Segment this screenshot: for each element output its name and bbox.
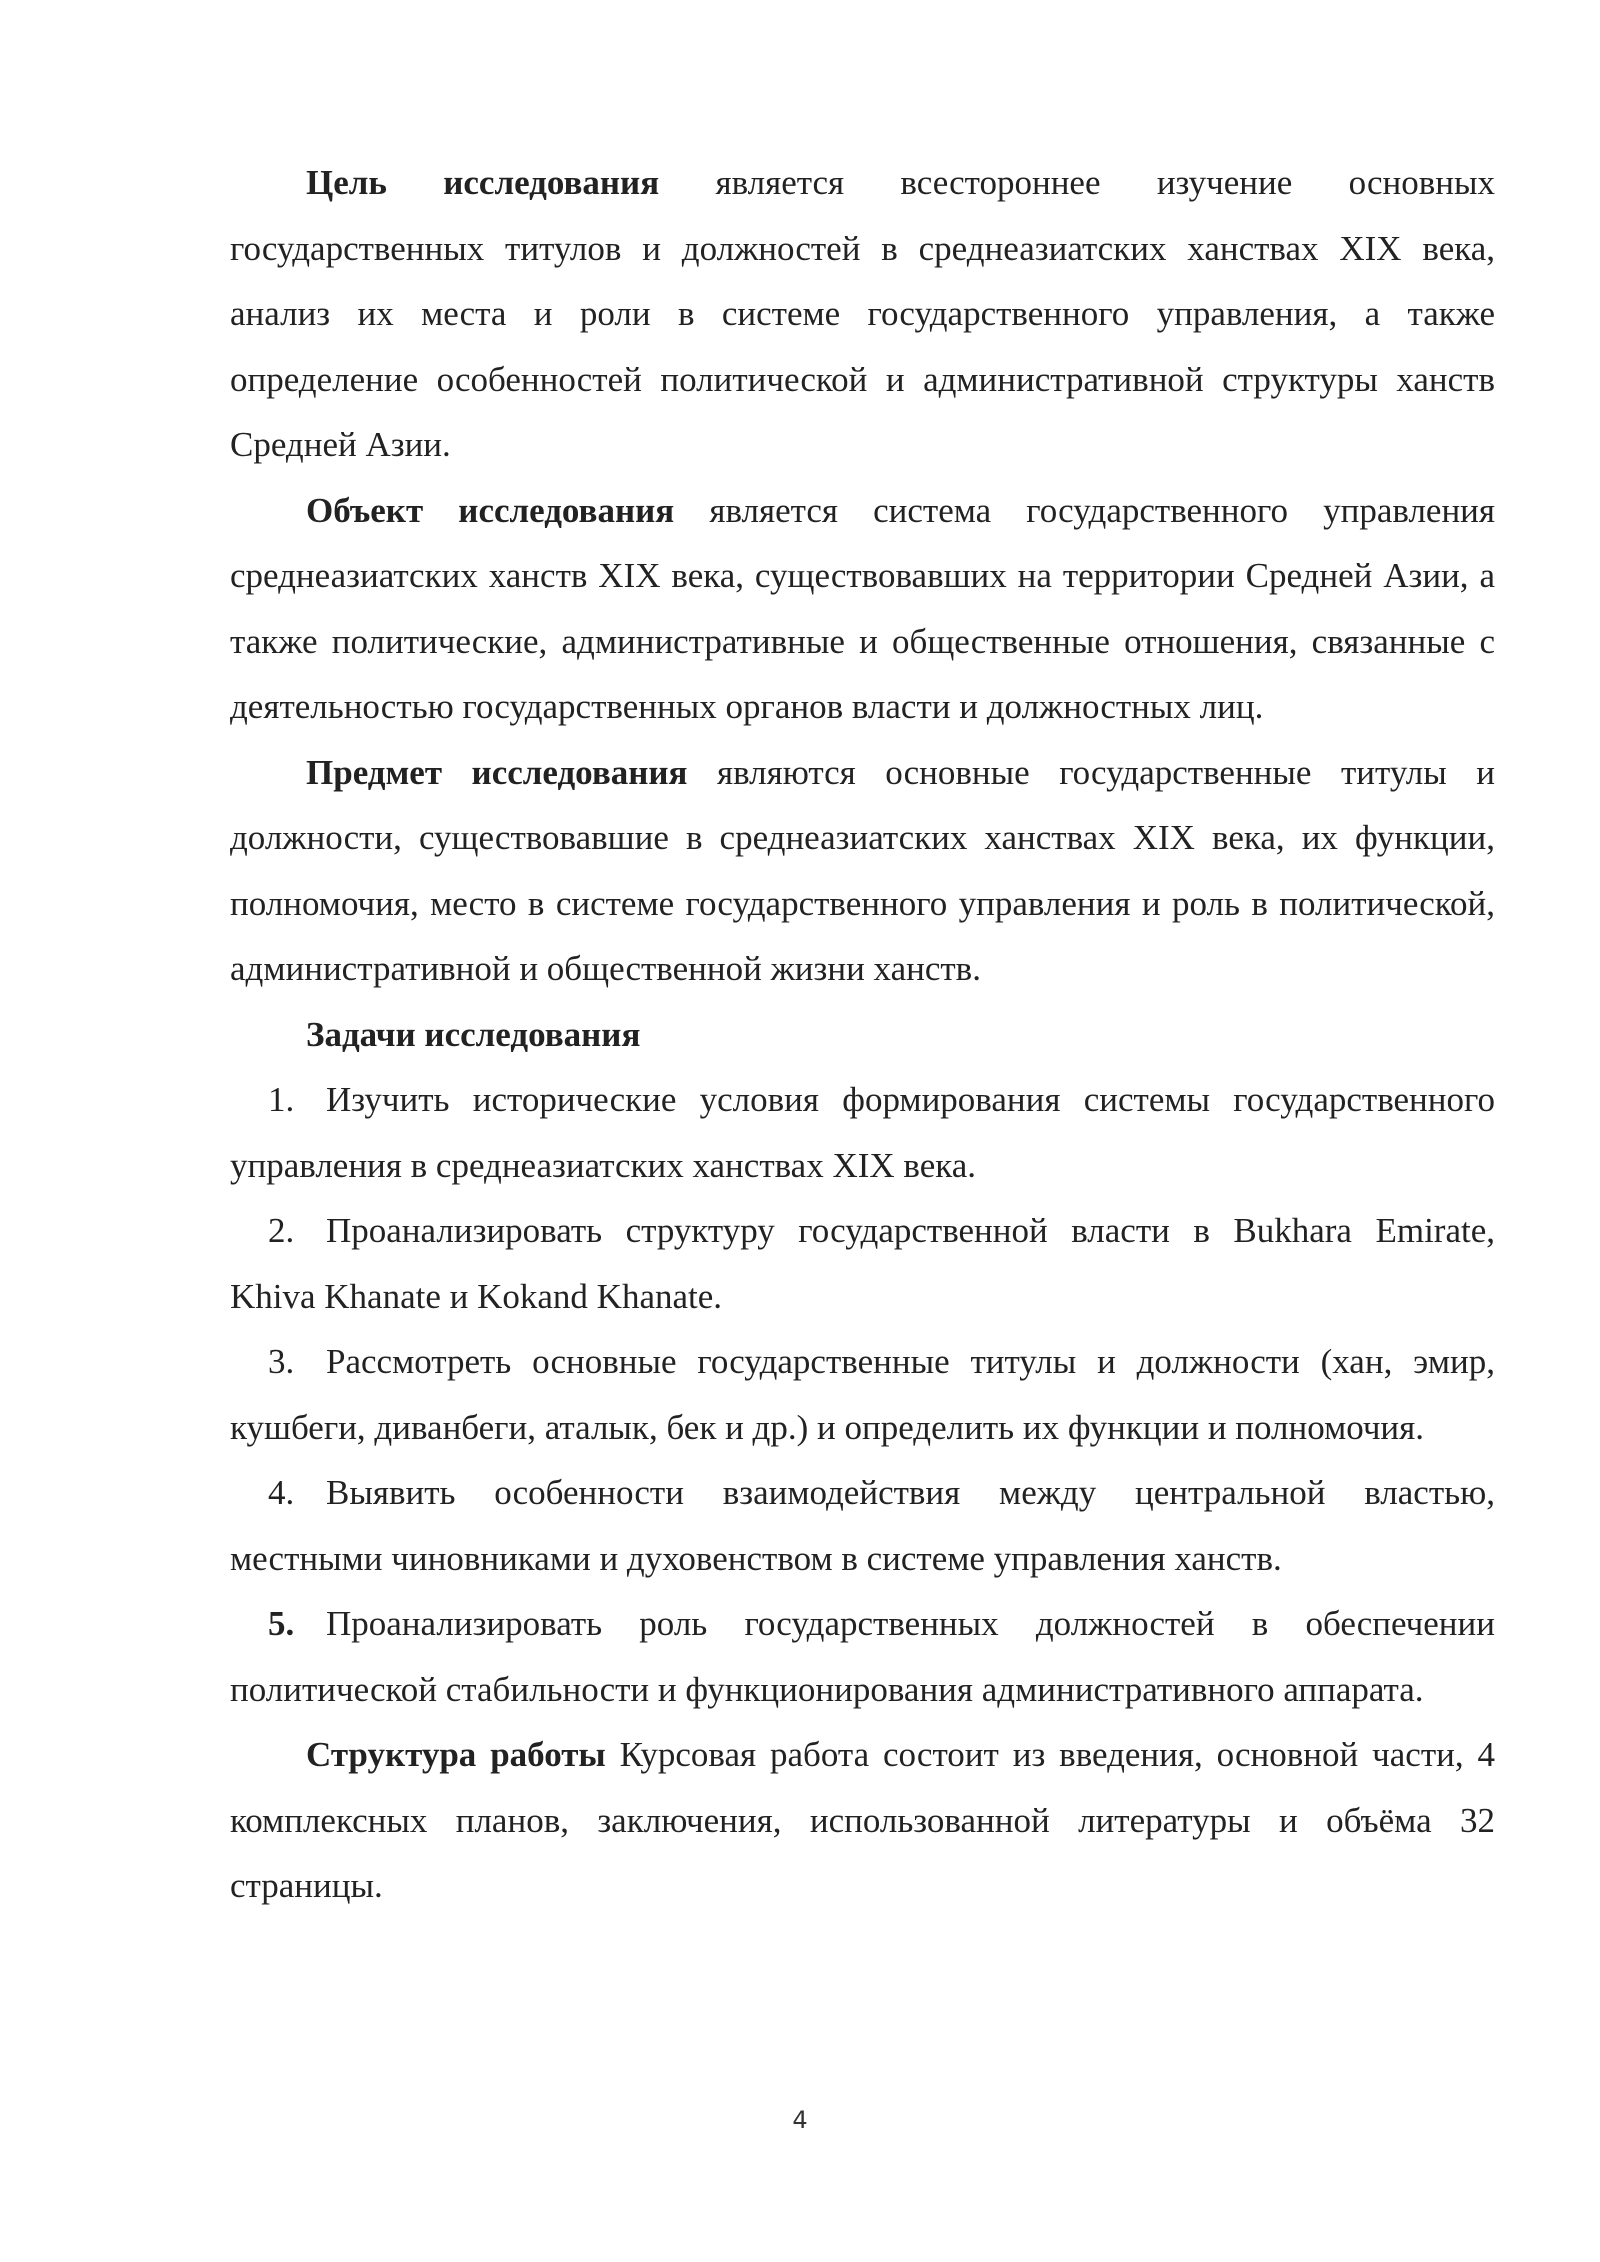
task-number: 1. (268, 1080, 295, 1119)
task-number: 2. (268, 1211, 295, 1250)
task-text: Изучить исторические условия формирования системы государственного управления в среднеазиатских ханствах XIX века. (230, 1080, 1495, 1185)
task-number: 5. (268, 1604, 295, 1643)
object-paragraph (230, 478, 1495, 740)
structure-label: Структура работы (306, 1735, 606, 1774)
object-text: является система государственного управления среднеазиатских ханств XIX века, существовавших на территории Средней Азии, а также политические, административные и общественные отношения, связанные с деятельностью государственных органов власти и должностных лиц. (230, 490, 1496, 726)
task-number: 4. (268, 1473, 295, 1512)
structure-text: Курсовая работа состоит из введения, основной части, 4 комплексных планов, заключения, использованной литературы и объёма 32 страницы. (230, 1735, 1495, 1905)
task-item-4 (230, 1460, 1495, 1591)
task-text: Проанализировать роль государственных должностей в обеспечении политической стабильности и функционирования административного аппарата. (230, 1604, 1495, 1709)
goal-text: является всестороннее изучение основных государственных титулов и должностей в среднеазиатских ханствах XIX века, анализ их места и роли в системе государственного управления, а также определение особенностей политической и административной структуры ханств Средней Азии. (230, 163, 1495, 464)
task-item-3 (230, 1329, 1495, 1460)
task-item-1 (230, 1067, 1495, 1198)
subject-paragraph (230, 740, 1495, 1002)
task-item-2 (230, 1198, 1495, 1329)
subject-text: являются основные государственные титулы и должности, существовавшие в среднеазиатских ханствах XIX века, их функции, полномочия, место в системе государственного управления и роль в политической, административной и общественной жизни ханств. (230, 752, 1495, 988)
object-label: Объект исследования (306, 490, 675, 530)
goal-label: Цель исследования (306, 163, 660, 202)
task-number: 3. (268, 1342, 295, 1381)
task-text: Выявить особенности взаимодействия между центральной властью, местными чиновниками и духовенством в системе управления ханств. (230, 1473, 1495, 1578)
document-page (230, 150, 1495, 1919)
task-text: Проанализировать структуру государственной власти в Bukhara Emirate, Khiva Khanate и Kokand Khanate. (230, 1211, 1495, 1316)
subject-label: Предмет исследования (306, 752, 688, 792)
page-number: 4 (792, 2106, 808, 2134)
structure-paragraph (230, 1722, 1495, 1919)
task-text: Рассмотреть основные государственные титулы и должности (хан, эмир, кушбеги, диванбеги, аталык, бек и др.) и определить их функции и полномочия. (230, 1342, 1495, 1447)
task-item-5 (230, 1591, 1495, 1722)
tasks-heading: Задачи исследования (306, 1014, 641, 1054)
goal-paragraph (230, 150, 1495, 478)
